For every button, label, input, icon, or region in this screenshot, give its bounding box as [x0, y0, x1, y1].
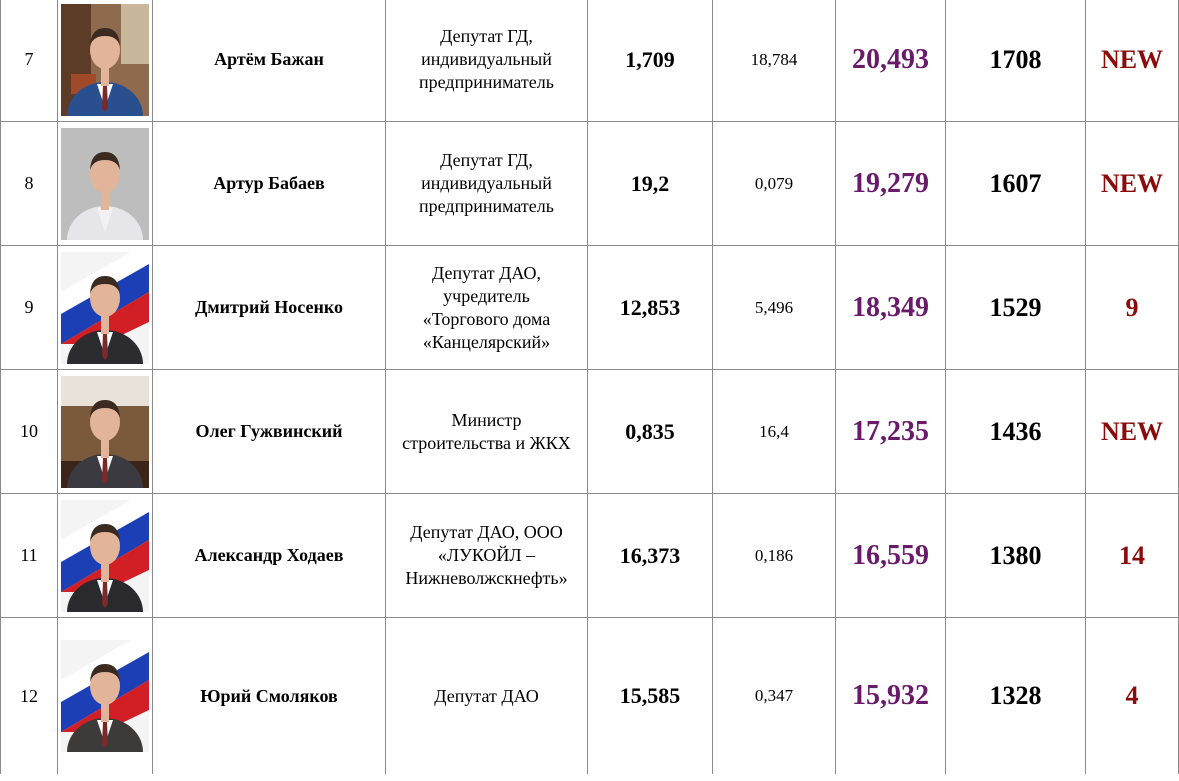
portrait-photo [61, 376, 149, 488]
table-row [1, 246, 1179, 370]
role-line: Депутат ГД, [440, 150, 533, 170]
total-cell: 20,493 [836, 0, 946, 122]
name-cell: Александр Ходаев [153, 494, 386, 618]
score-cell: 1529 [946, 246, 1086, 370]
previous-position-cell: NEW [1086, 370, 1179, 494]
photo-cell [58, 370, 153, 494]
role-line: индивидуальный [421, 173, 552, 193]
total-cell: 19,279 [836, 122, 946, 246]
role-line: Министр [451, 409, 522, 430]
rank-cell: 7 [1, 0, 58, 122]
table-row [1, 370, 1179, 494]
value1-cell: 15,585 [588, 618, 713, 775]
value1-cell: 16,373 [588, 494, 713, 618]
previous-position-cell: NEW [1086, 0, 1179, 122]
role-line: Депутат ДАО, ООО [410, 522, 563, 542]
total-cell: 18,349 [836, 246, 946, 370]
role-line: Депутат ДАО, [432, 262, 541, 283]
previous-position-cell: 14 [1086, 494, 1179, 618]
role-line: Депутат ГД, [440, 26, 533, 46]
portrait-photo [61, 500, 149, 612]
name-cell: Юрий Смоляков [153, 618, 386, 775]
photo-cell [58, 0, 153, 122]
portrait-photo [61, 252, 149, 364]
role-line: предприниматель [419, 72, 554, 92]
role-line: индивидуальный [421, 49, 552, 69]
role-line: учредитель [443, 285, 530, 306]
role-line: «Торгового дома [422, 308, 551, 329]
role-cell [386, 122, 588, 246]
value2-cell: 16,4 [713, 370, 836, 494]
role-line: Нижневолжскнефть» [405, 568, 568, 588]
score-cell: 1328 [946, 618, 1086, 775]
table-row [1, 0, 1179, 122]
table-bottom-edge [0, 774, 1179, 781]
value2-cell: 18,784 [713, 0, 836, 122]
name-cell: Олег Гужвинский [153, 370, 386, 494]
score-cell: 1607 [946, 122, 1086, 246]
role-cell [386, 0, 588, 122]
value2-cell: 0,186 [713, 494, 836, 618]
value1-cell: 12,853 [588, 246, 713, 370]
portrait-photo [61, 4, 149, 116]
previous-position-cell: 4 [1086, 618, 1179, 775]
portrait-photo [61, 640, 149, 752]
value2-cell: 5,496 [713, 246, 836, 370]
role-line: предприниматель [419, 196, 554, 216]
previous-position-cell: 9 [1086, 246, 1179, 370]
role-line: «ЛУКОЙЛ – [437, 545, 536, 565]
role-cell [386, 370, 588, 494]
role-line: «Канцелярский» [422, 331, 551, 352]
role-line: Депутат ДАО [434, 685, 539, 706]
score-cell: 1380 [946, 494, 1086, 618]
photo-cell [58, 494, 153, 618]
value1-cell: 19,2 [588, 122, 713, 246]
total-cell: 15,932 [836, 618, 946, 775]
table-row [1, 494, 1179, 618]
score-cell: 1708 [946, 0, 1086, 122]
name-cell: Дмитрий Носенко [153, 246, 386, 370]
role-line: строительства и ЖКХ [402, 432, 571, 453]
total-cell: 16,559 [836, 494, 946, 618]
value2-cell: 0,347 [713, 618, 836, 775]
value2-cell: 0,079 [713, 122, 836, 246]
photo-cell [58, 618, 153, 775]
table-row [1, 618, 1179, 775]
name-cell: Артур Бабаев [153, 122, 386, 246]
role-cell [386, 618, 588, 775]
photo-cell [58, 122, 153, 246]
value1-cell: 0,835 [588, 370, 713, 494]
total-cell: 17,235 [836, 370, 946, 494]
name-cell: Артём Бажан [153, 0, 386, 122]
rank-cell: 8 [1, 122, 58, 246]
table-row [1, 122, 1179, 246]
value1-cell: 1,709 [588, 0, 713, 122]
rank-cell: 11 [1, 494, 58, 618]
score-cell: 1436 [946, 370, 1086, 494]
role-cell [386, 246, 588, 370]
portrait-photo [61, 128, 149, 240]
rank-cell: 12 [1, 618, 58, 775]
previous-position-cell: NEW [1086, 122, 1179, 246]
role-cell [386, 494, 588, 618]
rank-cell: 10 [1, 370, 58, 494]
photo-cell [58, 246, 153, 370]
rank-cell: 9 [1, 246, 58, 370]
